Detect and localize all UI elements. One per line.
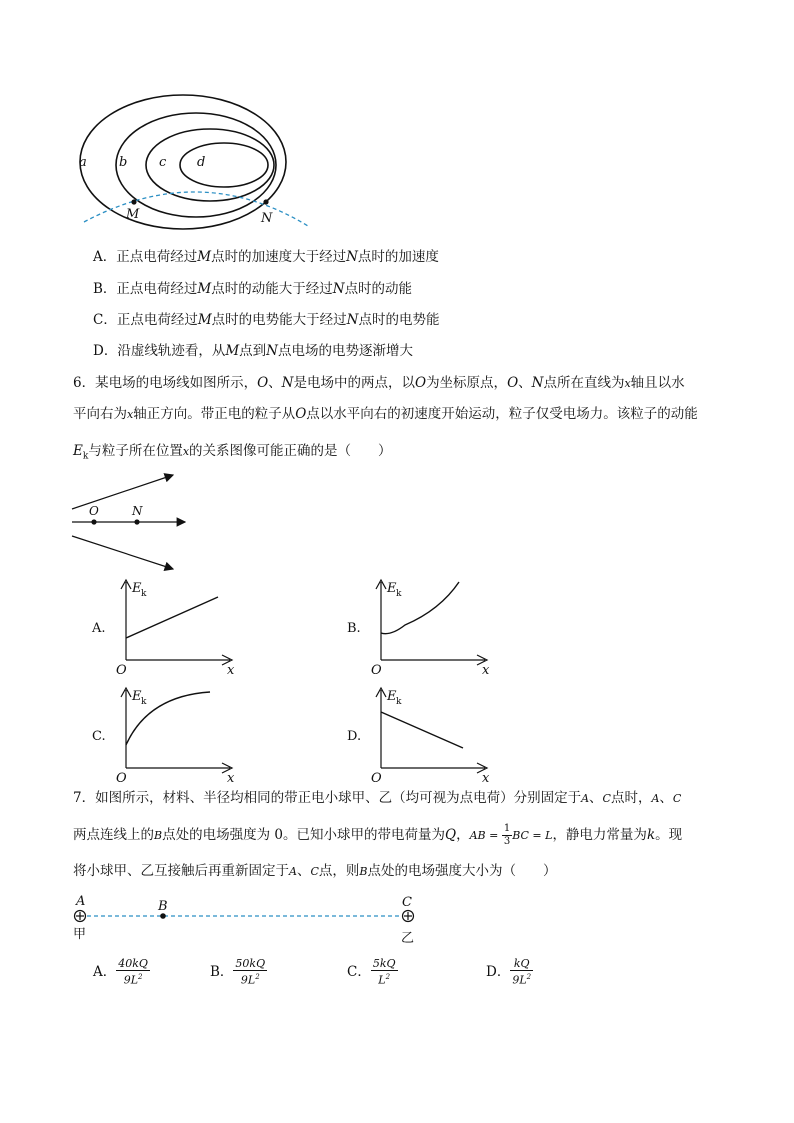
q5-option-d: D．沿虚线轨迹看，从M点到N点电场的电势逐渐增大 bbox=[93, 343, 413, 359]
x-axis bbox=[126, 763, 232, 773]
y-axis-subscript: k bbox=[396, 697, 402, 707]
graph-d bbox=[345, 678, 515, 788]
origin-label: O bbox=[116, 771, 127, 786]
y-axis-subscript: k bbox=[141, 589, 147, 599]
q7-option-a: A． $\frac{40kQ}{9L^2}$ bbox=[93, 957, 148, 987]
y-axis-subscript: k bbox=[396, 589, 402, 599]
x-axis-label: x bbox=[482, 771, 490, 786]
graph-a bbox=[90, 570, 260, 680]
q7-line-2: 两点连线上的B点处的电场强度为 0。已知小球甲的带电荷量为Q，AB = $\frac{1}{3}$ BC = L，静电力常量为k。现 bbox=[73, 823, 683, 847]
label-jia: 甲 bbox=[73, 927, 87, 942]
q7-option-b: B． $\frac{50kQ}{9L^2}$ bbox=[210, 957, 266, 987]
x-axis-label: x bbox=[227, 771, 235, 786]
graph-c bbox=[90, 678, 260, 788]
q5-option-a: A．正点电荷经过M点时的加速度大于经过N点时的加速度 bbox=[93, 249, 439, 265]
y-axis-label: E bbox=[387, 689, 397, 704]
graph-letter: C. bbox=[92, 729, 106, 744]
label-c: C bbox=[402, 895, 412, 910]
label-o: O bbox=[89, 504, 99, 518]
label-m: M bbox=[126, 207, 140, 222]
origin-label: O bbox=[116, 663, 127, 678]
equipotential-figure bbox=[0, 0, 794, 240]
label-d: d bbox=[197, 155, 206, 170]
y-axis bbox=[121, 580, 131, 660]
y-axis bbox=[121, 688, 131, 768]
y-axis bbox=[376, 688, 386, 768]
q5-option-b: B．正点电荷经过M点时的动能大于经过N点时的动能 bbox=[93, 281, 413, 297]
label-b: b bbox=[119, 155, 128, 170]
label-a: A bbox=[76, 894, 86, 909]
label-a: a bbox=[79, 155, 87, 170]
y-axis-label: E bbox=[387, 581, 397, 596]
label-b: B bbox=[158, 899, 168, 914]
graph-b bbox=[345, 570, 515, 680]
q7-line-1: 7．如图所示，材料、半径均相同的带正电小球甲、乙（均可视为点电荷）分别固定于A、C点时，A、C bbox=[73, 790, 682, 806]
ek-curve bbox=[126, 597, 218, 638]
y-axis-label: E bbox=[132, 581, 142, 596]
graph-letter: D. bbox=[347, 729, 362, 744]
label-yi: 乙 bbox=[401, 931, 415, 946]
y-axis bbox=[376, 580, 386, 660]
x-axis bbox=[126, 655, 232, 665]
x-axis bbox=[381, 763, 487, 773]
label-n: N bbox=[132, 504, 143, 518]
x-axis-label: x bbox=[227, 663, 235, 678]
charges-figure bbox=[70, 890, 430, 950]
label-n: N bbox=[261, 211, 273, 226]
q7-line-3: 将小球甲、乙互接触后再重新固定于A、C点，则B点处的电场强度大小为（ ） bbox=[73, 863, 557, 879]
x-axis bbox=[381, 655, 487, 665]
label-c: c bbox=[159, 155, 167, 170]
y-axis-label: E bbox=[132, 689, 142, 704]
ek-curve bbox=[381, 712, 463, 748]
y-axis-subscript: k bbox=[141, 697, 147, 707]
origin-label: O bbox=[371, 663, 382, 678]
q7-option-c: C． $\frac{5kQ}{L^2}$ bbox=[347, 957, 396, 987]
origin-label: O bbox=[371, 771, 382, 786]
q6-line-1: 6．某电场的电场线如图所示，O、N是电场中的两点，以O为坐标原点，O、N点所在直线为x轴且以水 bbox=[73, 375, 685, 391]
x-axis-label: x bbox=[482, 663, 490, 678]
q6-line-3: $E_k$与粒子所在位置x的关系图像可能正确的是（ ） bbox=[73, 443, 392, 462]
q7-option-d: D． $\frac{kQ}{9L^2}$ bbox=[486, 957, 532, 987]
q6-line-2: 平向右为x轴正方向。带正电的粒子从O点以水平向右的初速度开始运动，粒子仅受电场力。该粒子的动能 bbox=[73, 406, 698, 422]
field-line-figure bbox=[60, 465, 260, 575]
graph-letter: B. bbox=[347, 621, 361, 636]
graph-letter: A. bbox=[92, 621, 106, 636]
q5-option-c: C．正点电荷经过M点时的电势能大于经过N点时的电势能 bbox=[93, 312, 440, 328]
